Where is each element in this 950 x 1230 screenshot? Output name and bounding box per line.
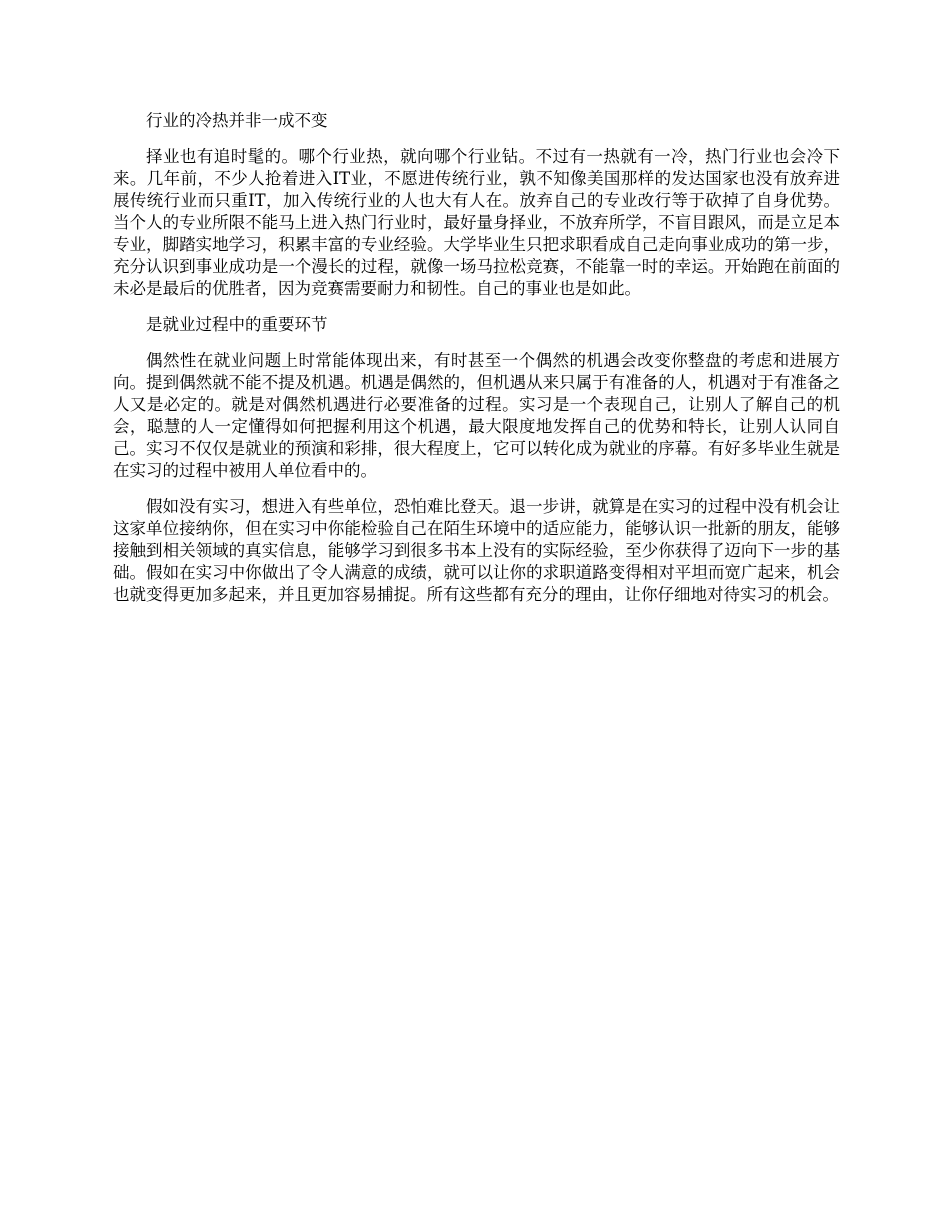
paragraph: 偶然性在就业问题上时常能体现出来，有时甚至一个偶然的机遇会改变你整盘的考虑和进展方向。提到偶然就不能不提及机遇。机遇是偶然的，但机遇从来只属于有准备的人，机遇对于有准备之人又是必定的。就是对偶然机遇进行必要准备的过程。实习是一个表现自己，让别人了解自己的机会，聪慧的人一定懂得如何把握利用这个机遇，最大限度地发挥自己的优势和特长，让别人认同自己。实习不仅仅是就业的预演和彩排，很大程度上，它可以转化成为就业的序幕。有好多毕业生就是在实习的过程中被用人单位看中的。 <box>113 351 840 480</box>
paragraph: 假如没有实习，想进入有些单位，恐怕难比登天。退一步讲，就算是在实习的过程中没有机会让这家单位接纳你，但在实习中你能检验自己在陌生环境中的适应能力，能够认识一批新的朋友，能够接触到相关领域的真实信息，能够学习到很多书本上没有的实际经验，至少你获得了迈向下一步的基础。假如在实习中你做出了令人满意的成绩，就可以让你的求职道路变得相对平坦而宽广起来，机会也就变得更加多起来，并且更加容易捕捉。所有这些都有充分的理由，让你仔细地对待实习的机会。 <box>113 497 840 604</box>
section-industry <box>113 110 840 300</box>
document-page <box>113 110 840 620</box>
paragraph: 择业也有追时髦的。哪个行业热，就向哪个行业钻。不过有一热就有一冷，热门行业也会冷下来。几年前，不少人抢着进入IT业，不愿进传统行业，孰不知像美国那样的发达国家也没有放弃进展传统行业而只重IT，加入传统行业的人也大有人在。放弃自己的专业改行等于砍掉了自身优势。当个人的专业所限不能马上进入热门行业时，最好量身择业，不放弃所学，不盲目跟风，而是立足本专业，脚踏实地学习，积累丰富的专业经验。大学毕业生只把求职看成自己走向事业成功的第一步，充分认识到事业成功是一个漫长的过程，就像一场马拉松竞赛，不能靠一时的幸运。开始跑在前面的未必是最后的优胜者，因为竞赛需要耐力和韧性。自己的事业也是如此。 <box>113 147 840 298</box>
section-heading: 是就业过程中的重要环节 <box>146 315 328 334</box>
section-heading: 行业的冷热并非一成不变 <box>146 111 328 130</box>
section-internship <box>113 314 840 606</box>
